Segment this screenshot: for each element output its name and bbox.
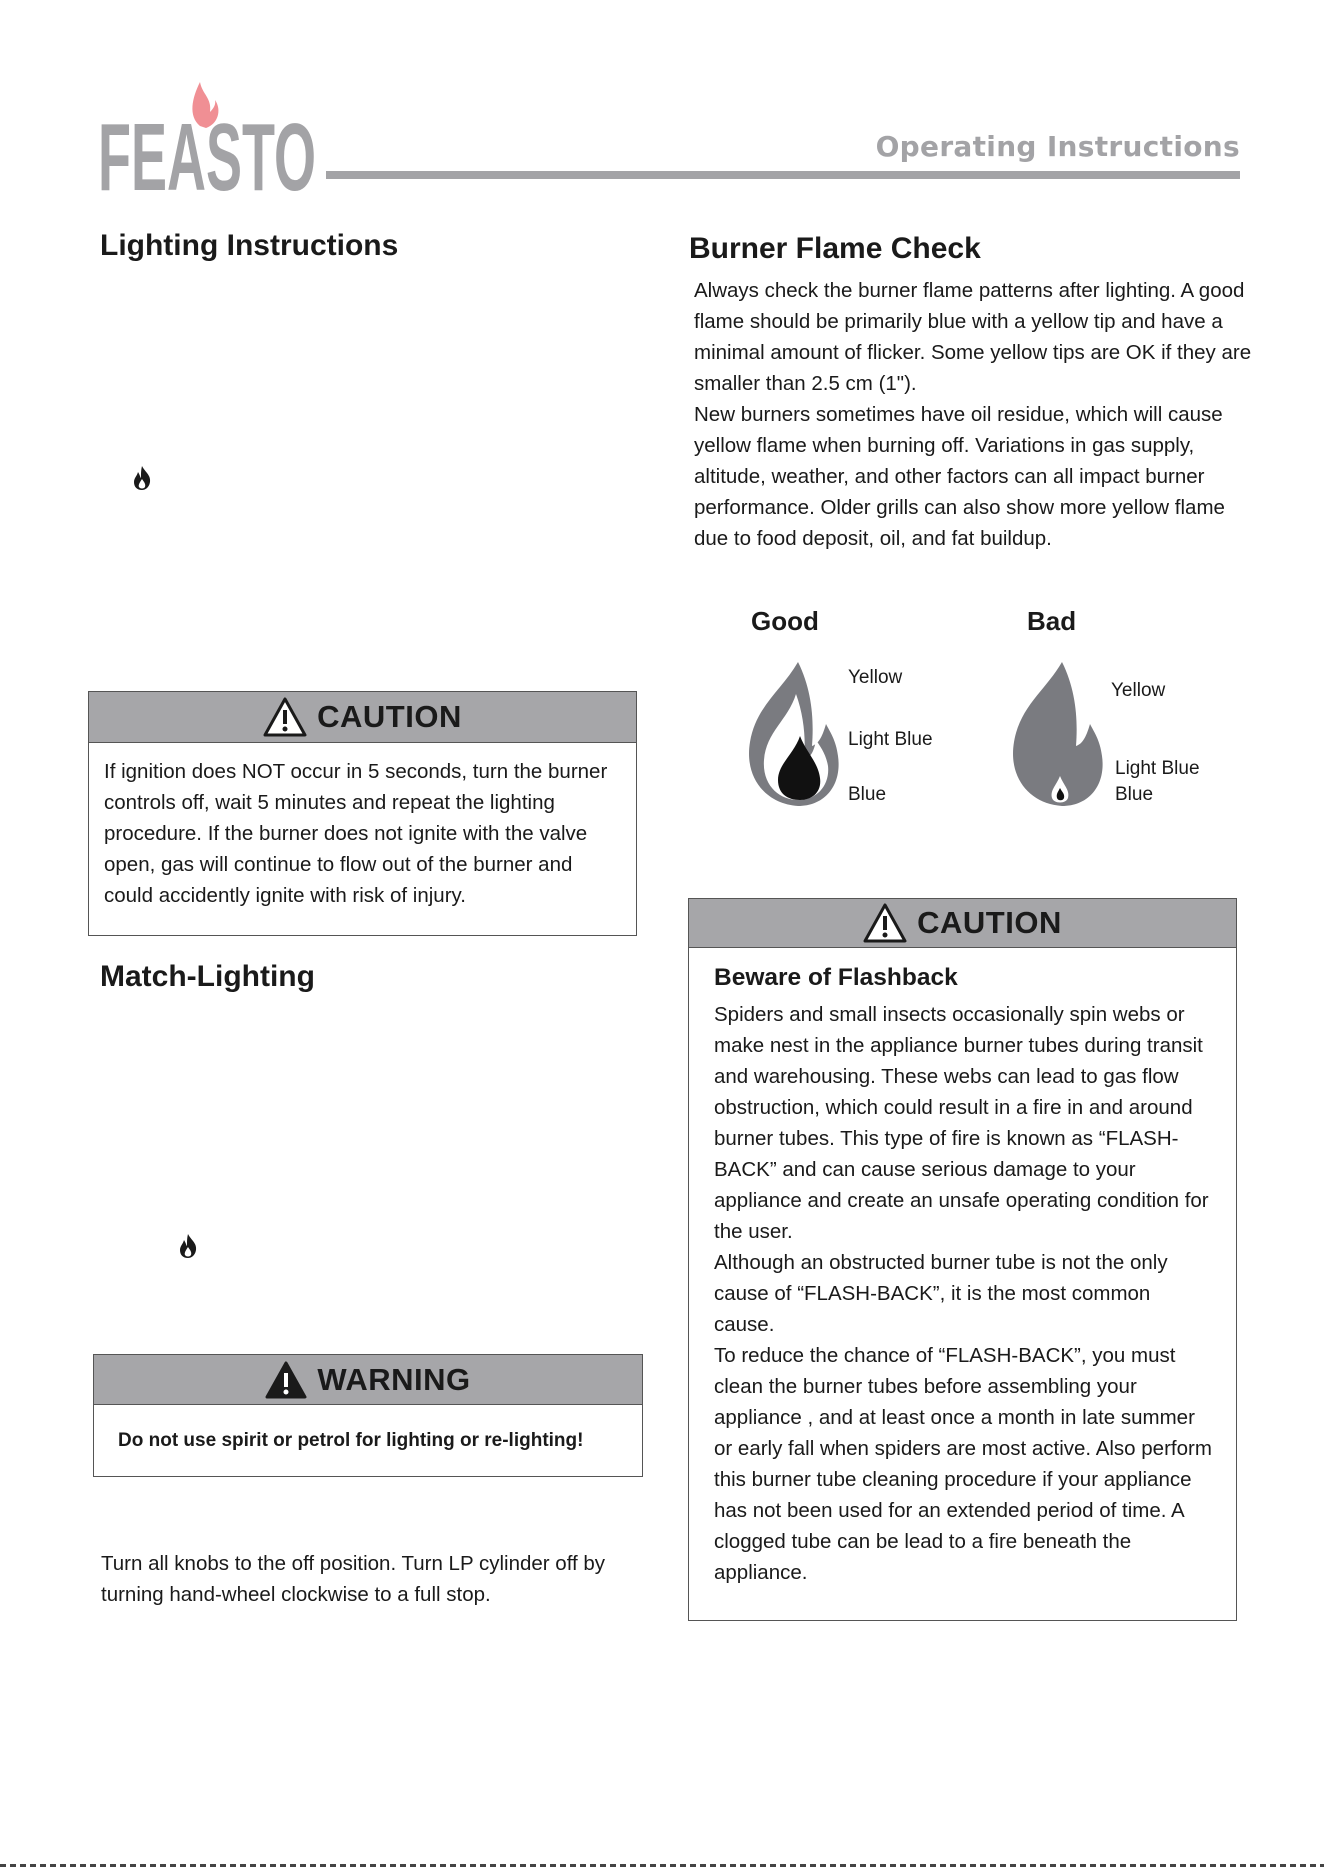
flame-check-paragraph-1: Always check the burner flame patterns after lighting. A good flame should be primarily blue with a yellow tip and have a minimal amount of flicker. Some yellow tips are OK if they are smaller than 2.5 cm (1"). <box>694 279 1252 395</box>
good-blue-label: Blue <box>848 784 887 805</box>
flashback-subtitle: Beware of Flashback <box>714 964 958 991</box>
lighting-instructions-title: Lighting Instructions <box>100 229 399 262</box>
caution-box-ignition <box>88 691 637 936</box>
good-flame-icon <box>742 660 842 808</box>
flame-symbol-icon <box>177 1233 199 1259</box>
caution-label: CAUTION <box>917 905 1062 940</box>
good-yellow-label: Yellow <box>848 667 903 688</box>
match-lighting-title: Match-Lighting <box>100 960 315 993</box>
warning-label: WARNING <box>317 1361 471 1397</box>
caution-text: If ignition does NOT occur in 5 seconds, turn the burner controls off, wait 5 minutes and repeat the lighting procedure. If the burner does not ignite with the valve open, gas will continue to flow out of the burner and could accidently ignite with risk of injury. <box>104 760 608 907</box>
good-light-blue-label: Light Blue <box>848 729 933 750</box>
shutoff-text: Turn all knobs to the off position. Turn LP cylinder off by turning hand-wheel clockwise to a full stop. <box>101 1552 606 1606</box>
caution-triangle-icon <box>863 903 907 943</box>
shutoff-instructions <box>101 1548 641 1610</box>
flame-symbol-icon <box>131 465 153 491</box>
bad-flame-icon <box>1006 660 1106 808</box>
svg-text:FEASTO: FEASTO <box>98 104 316 211</box>
caution-box-header <box>689 899 1236 948</box>
burner-flame-check-title: Burner Flame Check <box>689 232 981 265</box>
feasto-logo <box>96 78 318 211</box>
warning-box-header <box>94 1355 642 1405</box>
caution-box-header <box>89 692 636 743</box>
bad-flame-heading: Bad <box>1027 606 1077 636</box>
flame-check-paragraph-2: New burners sometimes have oil residue, which will cause yellow flame when burning off. Variations in gas supply, altitude, weather, and other factors can all impact burner performance. Older grills can also show more yellow flame due to food deposit, oil, and fat buildup. <box>694 403 1225 550</box>
flashback-paragraph-1: Spiders and small insects occasionally spin webs or make nest in the appliance burner tubes during transit and warehousing. These webs can lead to gas flow obstruction, which could result in a fire in and around burner tubes. This type of fire is known as “FLASH-BACK” and can cause serious damage to your appliance and create an unsafe operating condition for the user. <box>714 1003 1209 1243</box>
warning-box <box>93 1354 643 1477</box>
caution-label: CAUTION <box>317 699 462 734</box>
caution-triangle-icon <box>263 697 307 737</box>
header-rule <box>326 171 1240 179</box>
caution-box-flashback <box>688 898 1237 1621</box>
warning-text: Do not use spirit or petrol for lighting or re-lighting! <box>118 1430 584 1451</box>
bad-light-blue-label: Light Blue <box>1115 758 1200 779</box>
flashback-paragraph-3: To reduce the chance of “FLASH-BACK”, you must clean the burner tubes before assembling your appliance , and at least once a month in late summer or early fall when spiders are most active. Also perform this burner tube cleaning procedure if your appliance has not been used for an extended period of time. A clogged tube can be lead to a fire beneath the appliance. <box>714 1344 1212 1584</box>
flame-check-text <box>694 275 1264 554</box>
bad-blue-label: Blue <box>1115 784 1154 805</box>
page-bottom-border <box>0 1864 1324 1867</box>
good-flame-heading: Good <box>751 606 819 636</box>
warning-triangle-icon <box>265 1361 307 1399</box>
page-header-title: Operating Instructions <box>875 130 1240 163</box>
flashback-paragraph-2: Although an obstructed burner tube is not the only cause of “FLASH-BACK”, it is the most common cause. <box>714 1251 1168 1336</box>
bad-yellow-label: Yellow <box>1111 680 1166 701</box>
